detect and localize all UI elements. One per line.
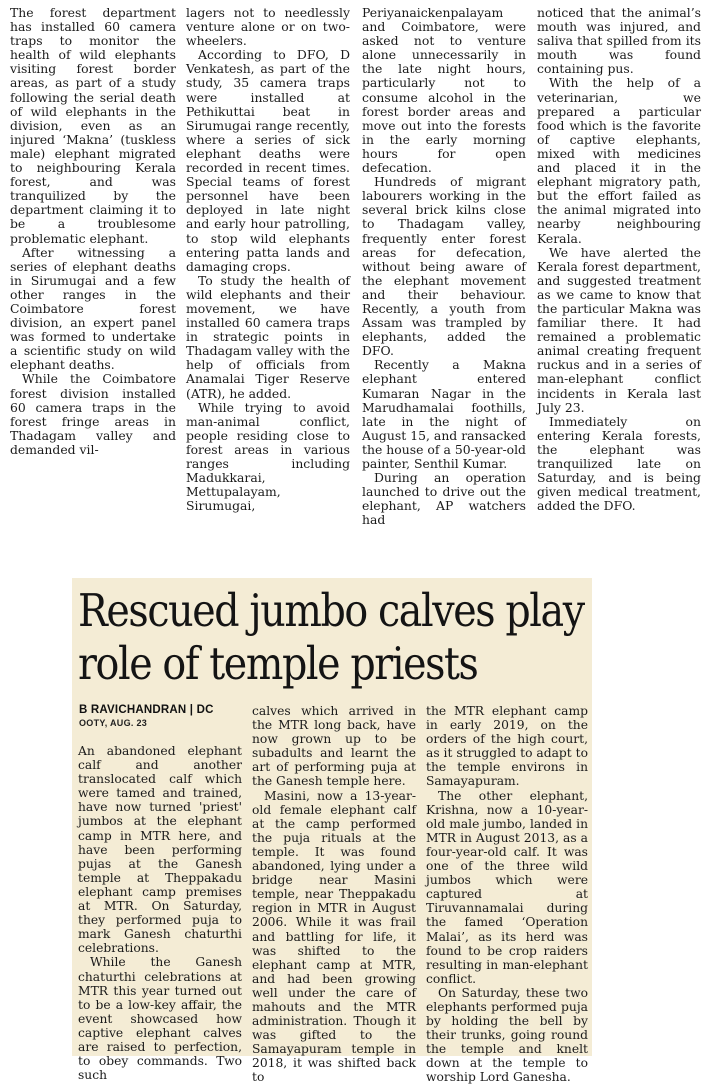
bottom-article-column-2 xyxy=(252,704,416,1085)
paragraph: On Saturday, these two elephants performed puja by holding the bell by their trunks, going round the temple and knelt down at the temple to worship Lord Ganesha. xyxy=(426,985,588,1085)
paragraph: According to DFO, D Venkatesh, as part of the study, 35 camera traps were installed at Pethikuttai beat in Sirumugai range recently, where a series of sick elephant deaths were recorded in recent times. Special teams of forest personnel have been deployed in late night and early hour patrolling, to stop wild elephants entering patta lands and damaging crops. xyxy=(186,47,350,274)
paragraph: After witnessing a series of elephant deaths in Sirumugai and a few other ranges in the Coimbatore forest division, an expert panel was formed to undertake a scientific study on wild elephant deaths. xyxy=(10,244,176,373)
headline-line-1: Rescued jumbo calves play xyxy=(78,584,584,637)
top-article xyxy=(0,0,717,528)
byline: B RAVICHANDRAN | DC xyxy=(79,704,214,716)
bottom-article-column-1 xyxy=(78,744,242,1082)
headline xyxy=(78,584,584,690)
paragraph: Masini, now a 13-year-old female elephant calf at the camp performed the puja rituals at the temple. It was found abandoned, lying under a bridge near Masini temple, near Theppakadu region in MTR in August 2006. While it was frail and battling for life, it was shifted to the elephant camp at MTR, and had been growing well under the care of mahouts and the MTR administration. Though it was gifted to the Samayapuram temple in 2018, it was shifted back to xyxy=(252,788,416,1085)
paragraph: We have alerted the Kerala forest department, and suggested treatment as we came to know that the particular Makna was familiar there. It had remained a problematic animal creating frequent ruckus and in a series of man-elephant conflict incidents in Kerala last July 23. xyxy=(537,244,701,415)
paragraph: Hundreds of migrant labourers working in the several brick kilns close to Thadagam valley, frequently enter forest areas for defecation, without being aware of the elephant movement and their behaviour. Recently, a youth from Assam was trampled by elephants, added the DFO. xyxy=(362,174,526,359)
paragraph: The forest department has installed 60 camera traps to monitor the health of wild elephants visiting forest border areas, as part of a study following the serial death of wild elephants in the division, even as an injured ‘Makna’ (tuskless male) elephant migrated to neighbouring Kerala forest, and was tranquilized by the department claiming it to be a troublesome problematic elephant. xyxy=(10,5,176,246)
top-article-column-3 xyxy=(362,6,526,527)
headline-line-2: role of temple priests xyxy=(78,637,478,690)
paragraph: lagers not to needlessly venture alone or on two-wheelers. xyxy=(186,5,350,49)
paragraph: With the help of a veterinarian, we prepared a particular food which is the favorite of captive elephants, mixed with medicines and placed it in the elephant migratory path, but the effort failed as the animal migrated into nearby neighbouring Kerala. xyxy=(537,75,701,246)
paragraph: calves which arrived in the MTR long back, have now grown up to be subadults and learnt the art of performing puja at the Ganesh temple here. xyxy=(252,704,416,789)
paragraph: Recently a Makna elephant entered Kumaran Nagar in the Marudhamalai foothills, late in the night of August 15, and ransacked the house of a 50-year-old painter, Senthil Kumar. xyxy=(362,357,526,471)
paragraph: During an operation launched to drive out the elephant, AP watchers had xyxy=(362,470,526,528)
bottom-article xyxy=(72,578,592,1085)
paragraph: noticed that the animal’s mouth was injured, and saliva that spilled from its mouth was found containing pus. xyxy=(537,5,701,77)
paragraph: To study the health of wild elephants and their movement, we have installed 60 camera traps in strategic points in Thadagam valley with the help of officials from Anamalai Tiger Reserve (ATR), he added. xyxy=(186,272,350,401)
paragraph: Periyanaickenpalayam and Coimbatore, were asked not to venture alone unnecessarily in the late night hours, particularly not to consume alcohol in the forest border areas and move out into the forests in the early morning hours for open defecation. xyxy=(362,5,526,176)
paragraph: While the Ganesh chaturthi celebrations at MTR this year turned out to be a low-key affair, the event showcased how captive elephant calves are raised to perfection, to obey commands. Two such xyxy=(78,955,242,1083)
paragraph: While trying to avoid man-animal conflict, people residing close to forest areas in various ranges including Madukkarai, Mettupalayam, Sirumugai, xyxy=(186,399,350,514)
top-article-column-1 xyxy=(10,6,176,457)
paragraph: the MTR elephant camp in early 2019, on the orders of the high court, as it struggled to adapt to the temple environs in Samayapuram. xyxy=(426,704,588,789)
bottom-article-column-3 xyxy=(426,704,588,1085)
paragraph: While the Coimbatore forest division installed 60 camera traps in the forest fringe areas in Thadagam valley and demanded vil- xyxy=(10,371,176,457)
top-article-column-4 xyxy=(537,6,701,513)
paragraph: An abandoned elephant calf and another translocated calf which were tamed and trained, have now turned 'priest' jumbos at the elephant camp in MTR here, and have been performing pujas at the Ganesh temple at Theppakadu elephant camp premises at MTR. On Saturday, they performed puja to mark Ganesh chaturthi celebrations. xyxy=(78,744,242,956)
paragraph: Immediately on entering Kerala forests, the elephant was tranquilized late on Saturday, and is being given medical treatment, added the DFO. xyxy=(537,413,701,514)
top-article-column-2 xyxy=(186,6,350,513)
dateline: OOTY, AUG. 23 xyxy=(79,718,148,728)
paragraph: The other elephant, Krishna, now a 10-year-old male jumbo, landed in MTR in August 2013, as a four-year-old calf. It was one of the three wild jumbos which were captured at Tiruvannamalai during the famed ‘Operation Malai’, as its herd was found to be crop raiders resulting in man-elephant conflict. xyxy=(426,788,588,986)
